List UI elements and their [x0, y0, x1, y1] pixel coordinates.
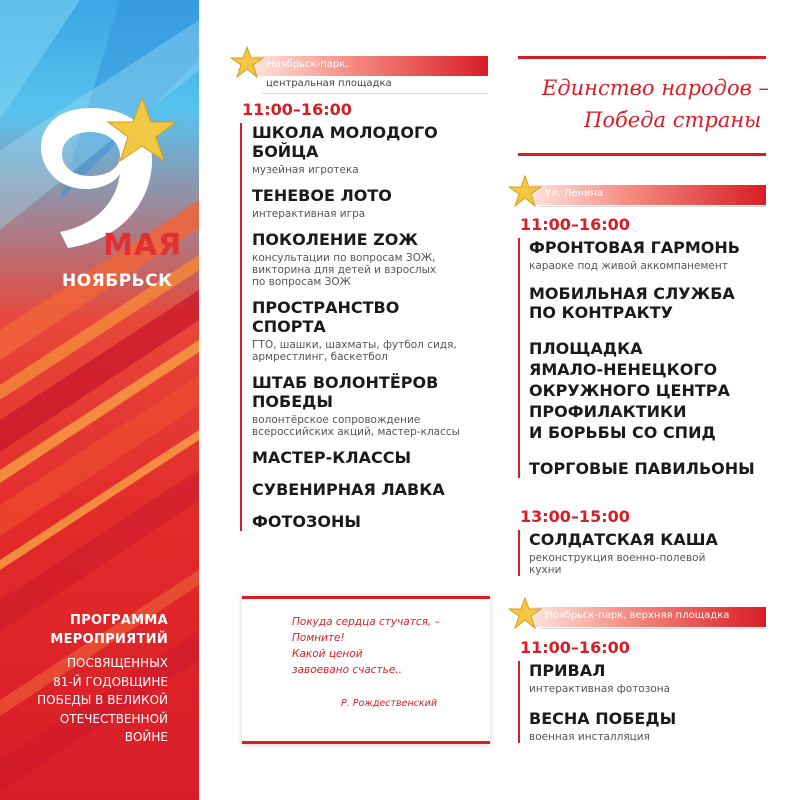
- slogan-line-1: Единство народов –: [542, 76, 770, 100]
- time-lenina-1: 11:00–16:00: [520, 215, 630, 234]
- quote-bottom-rule: [242, 741, 490, 744]
- list-item: [529, 284, 776, 322]
- divider: [540, 206, 766, 207]
- event-description: консультации по вопросам ЗОЖ, викторина для детей и взрослых по вопросам ЗОЖ: [252, 252, 437, 288]
- event-description: реконструкция военно-полевой кухни: [529, 552, 706, 576]
- list-item: [252, 512, 498, 531]
- event-description: ГТО, шашки, шахматы, футбол сидя, армрестлинг, баскетбол: [252, 339, 457, 363]
- event-title: ВЕСНА ПОБЕДЫ: [529, 709, 677, 728]
- list-item: [529, 661, 776, 695]
- event-title: ФРОНТОВАЯ ГАРМОНЬ: [529, 238, 740, 257]
- event-description: интерактивная игра: [252, 208, 366, 220]
- slogan-line-2: Победа страны: [584, 108, 762, 132]
- list-item: [252, 480, 498, 499]
- slogan-top-rule: [518, 56, 766, 59]
- list-item: [252, 298, 498, 363]
- city-label: НОЯБРЬСК: [62, 271, 173, 291]
- program-subtitle: [10, 654, 168, 747]
- program-subtitle-line: 81-Й ГОДОВЩИНЕ: [53, 674, 168, 689]
- program-title: [10, 611, 168, 649]
- venue-header-text: Ноябрьск-парк,: [267, 59, 349, 70]
- divider: [540, 628, 766, 629]
- venue-header-text: Ул. Ленина: [545, 188, 604, 199]
- list-item: [529, 530, 776, 576]
- star-icon: [508, 175, 542, 207]
- event-list-lenina: [518, 238, 776, 478]
- list-item: [252, 230, 498, 288]
- event-title: ШТАБ ВОЛОНТЁРОВ ПОБЕДЫ: [252, 373, 439, 411]
- event-description: военная инсталляция: [529, 731, 650, 743]
- quote-text: Покуда сердца стучатся, – Помните! Какой ценой завоевано счастье..: [292, 616, 440, 676]
- divider: [262, 93, 488, 94]
- event-description: музейная игротека: [252, 164, 359, 176]
- event-title: СУВЕНИРНАЯ ЛАВКА: [252, 480, 445, 499]
- event-title: ПРИВАЛ: [529, 661, 606, 680]
- list-item: [529, 709, 776, 743]
- list-item: [252, 186, 498, 220]
- list-item: [252, 123, 498, 176]
- star-icon: [508, 597, 542, 629]
- program-title-line: МЕРОПРИЯТИЙ: [50, 632, 168, 647]
- star-icon: [230, 46, 264, 78]
- quote-top-rule: [242, 596, 490, 599]
- list-item: [252, 448, 498, 467]
- program-title-line: ПРОГРАММА: [70, 613, 168, 628]
- month-label: МАЯ: [103, 228, 183, 263]
- venue-header-lenina: [508, 185, 766, 205]
- left-banner: [0, 0, 199, 800]
- time-lenina-2: 13:00–15:00: [520, 507, 630, 526]
- event-title: МОБИЛЬНАЯ СЛУЖБА ПО КОНТРАКТУ: [529, 284, 735, 322]
- event-description: волонтёрское сопровождение всероссийских акций, мастер-классы: [252, 414, 460, 438]
- venue-header-upper: [508, 607, 766, 627]
- list-item: [529, 459, 776, 478]
- event-title: ПРОСТРАНСТВО СПОРТА: [252, 298, 400, 336]
- event-title: МАСТЕР-КЛАССЫ: [252, 448, 412, 467]
- venue-header-subtext: центральная площадка: [266, 78, 392, 89]
- number-nine-logo: [20, 98, 180, 248]
- list-item: [529, 238, 776, 272]
- event-list-upper: [518, 661, 776, 743]
- list-item: [252, 373, 498, 438]
- quote-author: Р. Рождественский: [341, 698, 438, 709]
- event-list-central: [240, 123, 498, 531]
- event-title: СОЛДАТСКАЯ КАША: [529, 530, 718, 549]
- event-title: ПОКОЛЕНИЕ ZОЖ: [252, 230, 418, 249]
- program-subtitle-line: ВОЙНЕ: [124, 730, 168, 744]
- event-list-lenina-2: [518, 530, 776, 576]
- venue-header-text: Ноябрьск-парк, верхняя площадка: [545, 610, 730, 621]
- event-title: ШКОЛА МОЛОДОГО БОЙЦА: [252, 123, 438, 161]
- slogan-bottom-rule: [518, 153, 766, 156]
- event-title: ПЛОЩАДКА ЯМАЛО-НЕНЕЦКОГО ОКРУЖНОГО ЦЕНТРА ПРОФИЛАКТИКИ И БОРЬБЫ СО СПИД: [529, 339, 730, 442]
- event-description: интерактивная фотозона: [529, 683, 671, 695]
- program-subtitle-line: ПОБЕДЫ В ВЕЛИКОЙ: [37, 693, 168, 707]
- event-title: ТЕНЕВОЕ ЛОТО: [252, 186, 392, 205]
- list-item: [529, 338, 776, 443]
- event-title: ФОТОЗОНЫ: [252, 512, 361, 531]
- event-description: караоке под живой аккомпанемент: [529, 260, 728, 272]
- venue-header-central: [230, 56, 488, 76]
- program-subtitle-line: ОТЕЧЕСТВЕННОЙ: [59, 711, 168, 726]
- slogan-card: [518, 56, 770, 156]
- program-subtitle-line: ПОСВЯЩЕННЫХ: [67, 656, 168, 670]
- time-upper: 11:00–16:00: [520, 638, 630, 657]
- quote-card: [242, 596, 490, 744]
- time-central: 11:00–16:00: [242, 100, 352, 119]
- event-title: ТОРГОВЫЕ ПАВИЛЬОНЫ: [529, 459, 755, 478]
